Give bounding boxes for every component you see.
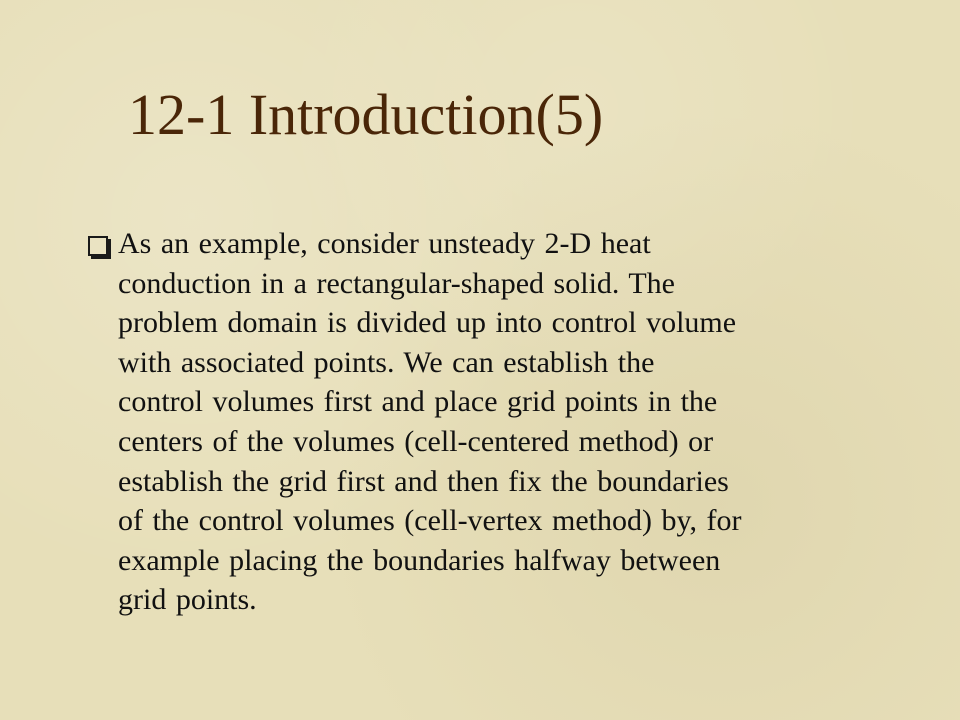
bullet-text-line: example placing the boundaries halfway between <box>118 543 721 577</box>
bullet-text-line: grid points. <box>118 583 257 617</box>
bullet-text-line: centers of the volumes (cell-centered method) or <box>118 424 714 458</box>
bullet-text-line: control volumes first and place grid points in the <box>118 385 718 419</box>
bullet-text-line: establish the grid first and then fix the boundaries <box>118 464 729 498</box>
bullet-text-line: As an example, consider unsteady 2-D heat <box>118 227 651 260</box>
bullet-text-line: conduction in a rectangular-shaped solid. The <box>118 266 676 300</box>
square-bullet-icon <box>88 236 108 256</box>
bullet-text-line: of the control volumes (cell-vertex method) by, for <box>118 504 742 538</box>
bullet-item <box>88 224 888 620</box>
bullet-text <box>88 224 888 620</box>
bullet-text-line: with associated points. We can establish the <box>118 345 655 379</box>
bullet-text-line: problem domain is divided up into control volume <box>118 306 737 340</box>
slide-title: 12-1 Introduction(5) <box>128 82 604 147</box>
